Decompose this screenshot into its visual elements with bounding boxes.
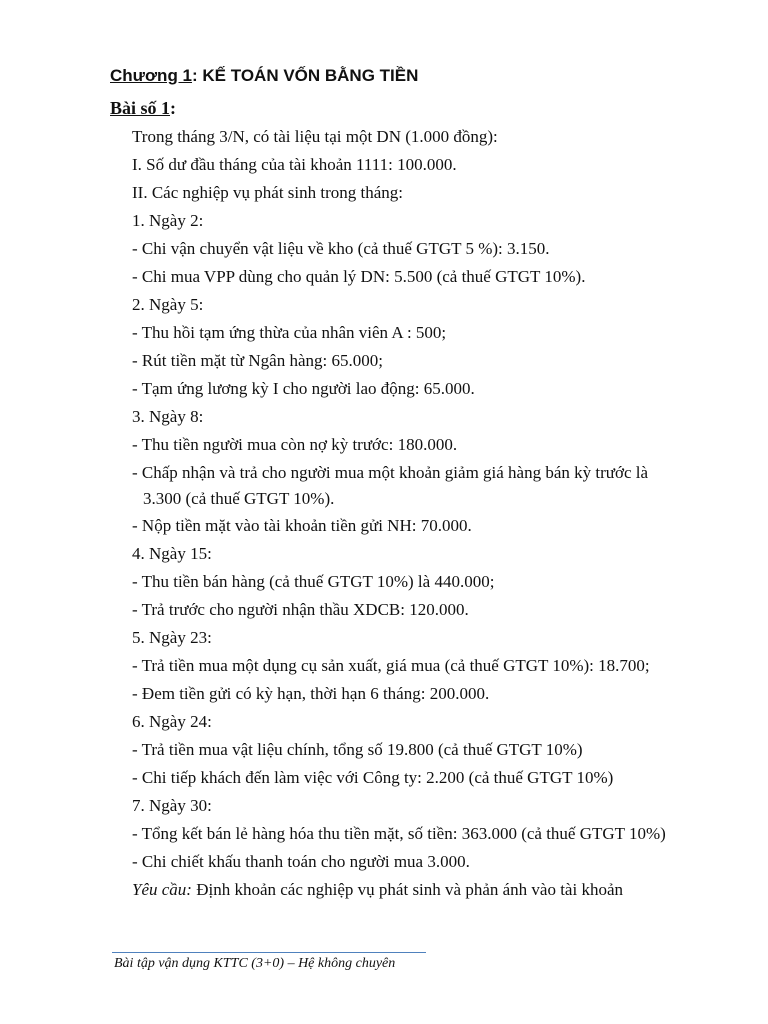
transaction-item: - Đem tiền gửi có kỳ hạn, thời hạn 6 tháng: 200.000. <box>132 684 490 703</box>
requirement-text: Định khoản các nghiệp vụ phát sinh và phản ánh vào tài khoản <box>191 880 623 899</box>
transaction-item: - Tạm ứng lương kỳ I cho người lao động: 65.000. <box>132 379 475 398</box>
transaction-item: - Chi tiếp khách đến làm việc với Công ty: 2.200 (cả thuế GTGT 10%) <box>132 768 614 787</box>
requirement-label: Yêu cầu: <box>132 880 192 899</box>
exercise-label: Bài số 1 <box>110 98 171 118</box>
transaction-item: - Chi chiết khấu thanh toán cho người mua 3.000. <box>132 852 470 871</box>
exercise-colon: : <box>170 98 177 118</box>
transaction-item: - Thu tiền người mua còn nợ kỳ trước: 180.000. <box>132 435 458 454</box>
intro-line: Trong tháng 3/N, có tài liệu tại một DN (1.000 đồng): <box>132 127 498 146</box>
transaction-item: - Nộp tiền mặt vào tài khoản tiền gửi NH: 70.000. <box>132 516 472 535</box>
day-heading: 3. Ngày 8: <box>132 407 204 426</box>
chapter-name: : KẾ TOÁN VỐN BẰNG TIỀN <box>192 66 419 85</box>
day-heading: 2. Ngày 5: <box>132 295 204 314</box>
footer-divider <box>112 952 426 953</box>
opening-balance-line: I. Số dư đầu tháng của tài khoản 1111: 100.000. <box>132 155 457 174</box>
transaction-item: - Tổng kết bán lẻ hàng hóa thu tiền mặt, số tiền: 363.000 (cả thuế GTGT 10%) <box>132 824 666 843</box>
day-heading: 4. Ngày 15: <box>132 544 212 563</box>
transaction-item: - Trả trước cho người nhận thầu XDCB: 120.000. <box>132 600 469 619</box>
transaction-item: - Thu hồi tạm ứng thừa của nhân viên A : 500; <box>132 323 447 342</box>
requirement-line <box>132 879 623 901</box>
transaction-item: - Chi vận chuyển vật liệu về kho (cả thuế GTGT 5 %): 3.150. <box>132 239 550 258</box>
day-heading: 1. Ngày 2: <box>132 211 204 230</box>
exercise-title <box>110 98 176 119</box>
transaction-item-continuation: 3.300 (cả thuế GTGT 10%). <box>143 489 335 508</box>
transaction-item: - Chấp nhận và trả cho người mua một khoản giảm giá hàng bán kỳ trước là <box>132 463 649 482</box>
transaction-item: - Thu tiền bán hàng (cả thuế GTGT 10%) là 440.000; <box>132 572 495 591</box>
chapter-label: Chương 1 <box>110 66 193 85</box>
day-heading: 6. Ngày 24: <box>132 712 212 731</box>
transaction-item: - Trả tiền mua vật liệu chính, tổng số 19.800 (cả thuế GTGT 10%) <box>132 740 583 759</box>
day-heading: 5. Ngày 23: <box>132 628 212 647</box>
day-heading: 7. Ngày 30: <box>132 796 212 815</box>
chapter-title <box>110 66 418 86</box>
transaction-item: - Chi mua VPP dùng cho quản lý DN: 5.500 (cả thuế GTGT 10%). <box>132 267 586 286</box>
transaction-item: - Rút tiền mặt từ Ngân hàng: 65.000; <box>132 351 383 370</box>
page-footer: Bài tập vận dụng KTTC (3+0) – Hệ không chuyên <box>114 956 396 971</box>
transaction-item: - Trả tiền mua một dụng cụ sản xuất, giá mua (cả thuế GTGT 10%): 18.700; <box>132 656 650 675</box>
transactions-heading: II. Các nghiệp vụ phát sinh trong tháng: <box>132 183 404 202</box>
